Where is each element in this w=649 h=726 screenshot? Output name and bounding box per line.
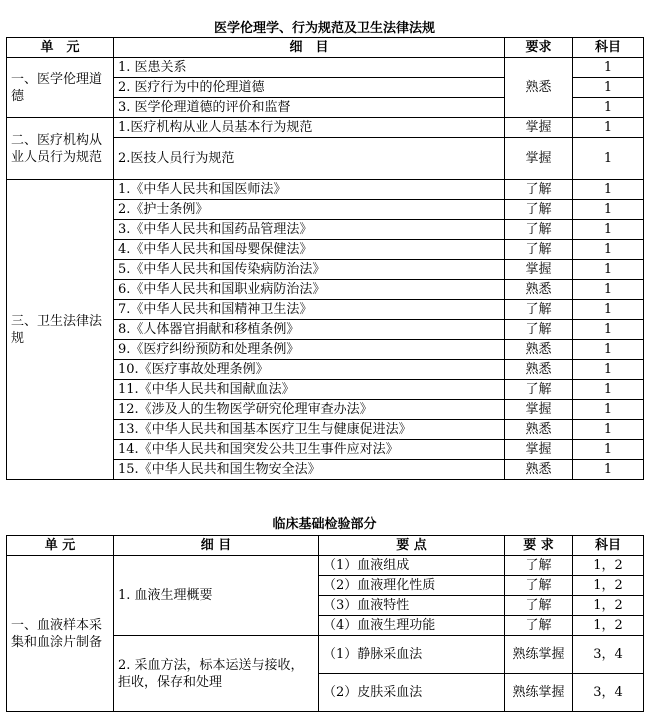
detail-cell: 5.《中华人民共和国传染病防治法》: [114, 260, 505, 280]
header-unit: 单 元: [7, 38, 114, 58]
subject-cell: 1: [573, 340, 644, 360]
point-cell: （2）血液理化性质: [319, 576, 505, 596]
requirement-cell: 了解: [505, 220, 573, 240]
clinical-table: [6, 535, 644, 712]
point-cell: （1）血液组成: [319, 556, 505, 576]
unit-cell: 二、医疗机构从业人员行为规范: [7, 118, 114, 180]
requirement-cell: 了解: [505, 300, 573, 320]
detail-cell: 2.医技人员行为规范: [114, 138, 505, 180]
detail-cell: 2.《护士条例》: [114, 200, 505, 220]
detail-cell: 8.《人体器官捐献和移植条例》: [114, 320, 505, 340]
subject-cell: 1: [573, 58, 644, 78]
subject-cell: 1，2: [573, 556, 644, 576]
requirement-cell: 了解: [505, 240, 573, 260]
requirement-cell: 熟悉: [505, 360, 573, 380]
header-detail: 细 目: [114, 38, 505, 58]
subject-cell: 1: [573, 460, 644, 480]
unit-cell: 一、血液样本采集和血涂片制备: [7, 556, 114, 712]
requirement-cell: 掌握: [505, 260, 573, 280]
subject-cell: 1，2: [573, 596, 644, 616]
requirement-cell: 了解: [505, 596, 573, 616]
subject-cell: 3，4: [573, 674, 644, 712]
requirement-cell: 熟悉: [505, 58, 573, 118]
unit-cell: 一、医学伦理道德: [7, 58, 114, 118]
requirement-cell: 熟悉: [505, 340, 573, 360]
subject-cell: 1: [573, 400, 644, 420]
header-point: 要 点: [319, 536, 505, 556]
point-cell: （1）静脉采血法: [319, 636, 505, 674]
detail-cell: 10.《医疗事故处理条例》: [114, 360, 505, 380]
header-subject: 科目: [573, 38, 644, 58]
requirement-cell: 熟练掌握: [505, 674, 573, 712]
subject-cell: 1: [573, 220, 644, 240]
subject-cell: 1: [573, 420, 644, 440]
requirement-cell: 熟悉: [505, 420, 573, 440]
detail-cell: 4.《中华人民共和国母婴保健法》: [114, 240, 505, 260]
requirement-cell: 掌握: [505, 400, 573, 420]
header-requirement: 要求: [505, 38, 573, 58]
clinical-title: 临床基础检验部分: [272, 517, 377, 532]
detail-cell: 9.《医疗纠纷预防和处理条例》: [114, 340, 505, 360]
requirement-cell: 了解: [505, 380, 573, 400]
requirement-cell: 了解: [505, 320, 573, 340]
unit-cell: 三、卫生法律法规: [7, 180, 114, 480]
detail-cell: 2. 采血方法，标本运送与接收，拒收，保存和处理: [114, 636, 319, 712]
detail-cell: 1. 医患关系: [114, 58, 505, 78]
subject-cell: 1: [573, 260, 644, 280]
requirement-cell: 掌握: [505, 118, 573, 138]
point-cell: （4）血液生理功能: [319, 616, 505, 636]
detail-cell: 1.医疗机构从业人员基本行为规范: [114, 118, 505, 138]
subject-cell: 1: [573, 138, 644, 180]
detail-cell: 7.《中华人民共和国精神卫生法》: [114, 300, 505, 320]
header-subject: 科目: [573, 536, 644, 556]
requirement-cell: 了解: [505, 200, 573, 220]
detail-cell: 3.《中华人民共和国药品管理法》: [114, 220, 505, 240]
detail-cell: 12.《涉及人的生物医学研究伦理审查办法》: [114, 400, 505, 420]
requirement-cell: 了解: [505, 180, 573, 200]
requirement-cell: 了解: [505, 616, 573, 636]
detail-cell: 3. 医学伦理道德的评价和监督: [114, 98, 505, 118]
requirement-cell: 熟悉: [505, 460, 573, 480]
detail-cell: 2. 医疗行为中的伦理道德: [114, 78, 505, 98]
detail-cell: 14.《中华人民共和国突发公共卫生事件应对法》: [114, 440, 505, 460]
requirement-cell: 掌握: [505, 138, 573, 180]
subject-cell: 1: [573, 440, 644, 460]
ethics-title: 医学伦理学、行为规范及卫生法律法规: [213, 21, 435, 36]
detail-cell: 1. 血液生理概要: [114, 556, 319, 636]
subject-cell: 1: [573, 360, 644, 380]
subject-cell: 1: [573, 98, 644, 118]
requirement-cell: 了解: [505, 576, 573, 596]
detail-cell: 11.《中华人民共和国献血法》: [114, 380, 505, 400]
subject-cell: 1，2: [573, 616, 644, 636]
subject-cell: 1: [573, 78, 644, 98]
subject-cell: 1，2: [573, 576, 644, 596]
requirement-cell: 了解: [505, 556, 573, 576]
requirement-cell: 熟悉: [505, 280, 573, 300]
header-unit: 单 元: [7, 536, 114, 556]
detail-cell: 1.《中华人民共和国医师法》: [114, 180, 505, 200]
subject-cell: 1: [573, 380, 644, 400]
subject-cell: 1: [573, 320, 644, 340]
requirement-cell: 掌握: [505, 440, 573, 460]
header-requirement: 要 求: [505, 536, 573, 556]
subject-cell: 1: [573, 280, 644, 300]
point-cell: （2）皮肤采血法: [319, 674, 505, 712]
ethics-table: [6, 37, 644, 480]
subject-cell: 1: [573, 300, 644, 320]
subject-cell: 1: [573, 118, 644, 138]
point-cell: （3）血液特性: [319, 596, 505, 616]
subject-cell: 1: [573, 180, 644, 200]
subject-cell: 1: [573, 240, 644, 260]
detail-cell: 13.《中华人民共和国基本医疗卫生与健康促进法》: [114, 420, 505, 440]
subject-cell: 3，4: [573, 636, 644, 674]
detail-cell: 6.《中华人民共和国职业病防治法》: [114, 280, 505, 300]
header-detail: 细 目: [114, 536, 319, 556]
subject-cell: 1: [573, 200, 644, 220]
requirement-cell: 熟练掌握: [505, 636, 573, 674]
detail-cell: 15.《中华人民共和国生物安全法》: [114, 460, 505, 480]
